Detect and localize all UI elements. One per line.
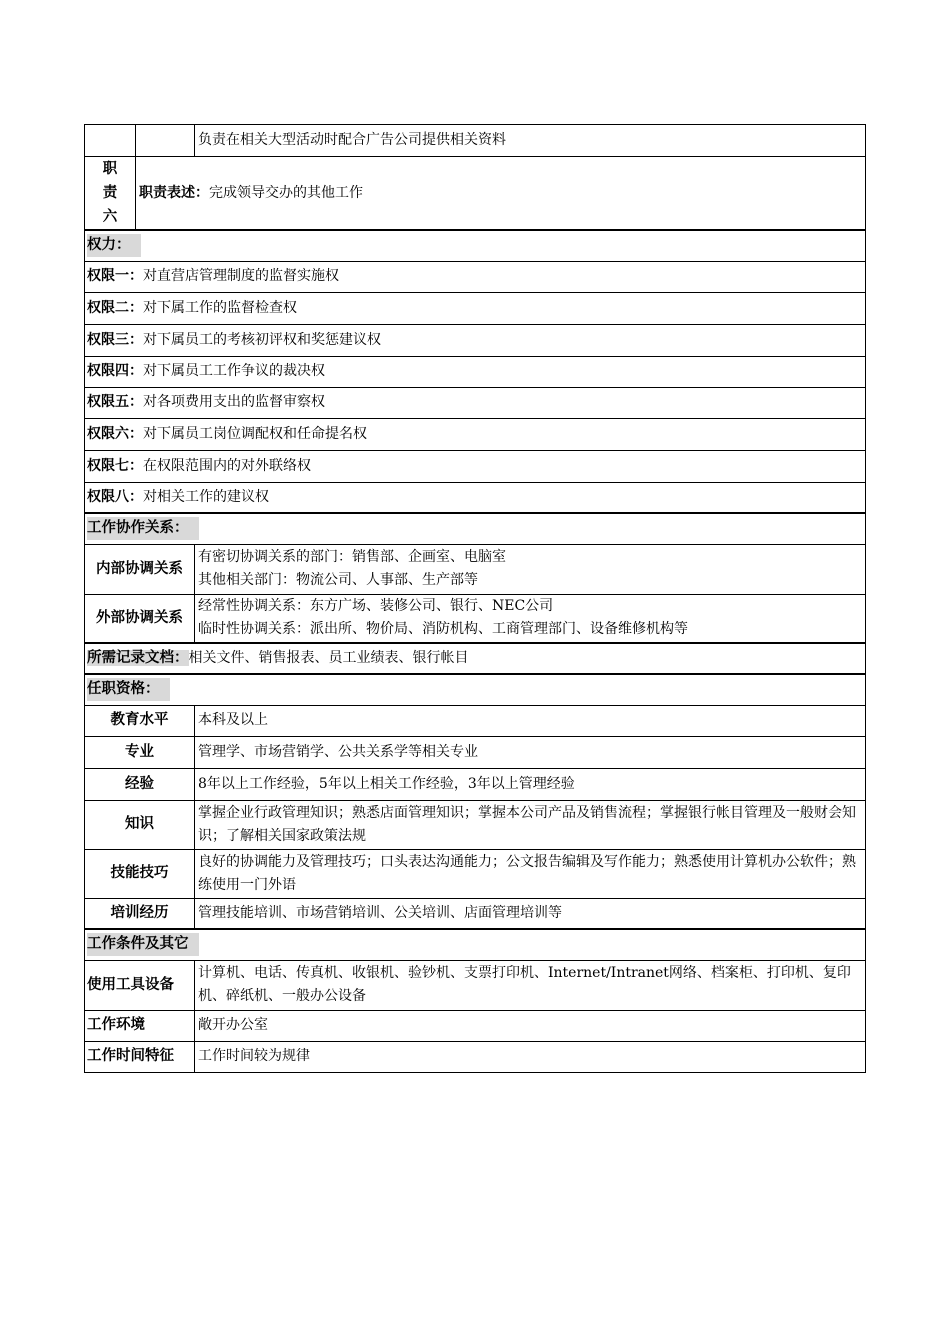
- authority-row: [85, 482, 866, 513]
- authority-row: [85, 356, 866, 387]
- authority-text: 在权限范围内的对外联络权: [143, 457, 311, 474]
- records-label: 所需记录文档：: [87, 650, 189, 666]
- authority-text: 对相关工作的建议权: [143, 488, 269, 505]
- external-coordination-row: [85, 594, 866, 643]
- qualification-row: [85, 849, 866, 898]
- qualification-label: 经验: [85, 768, 195, 800]
- authority-text: 对各项费用支出的监督审察权: [143, 394, 325, 410]
- qualification-label: 教育水平: [85, 705, 195, 736]
- duty5-row: [85, 125, 866, 157]
- records-row: [85, 643, 866, 674]
- authority-label: 权限五：: [87, 394, 143, 410]
- qualification-row: [85, 705, 866, 736]
- authority-header: [85, 230, 866, 261]
- qualifications-header: [85, 674, 866, 705]
- cooperation-header: [85, 513, 866, 544]
- authority-label: 权限二：: [87, 299, 143, 316]
- section-title-cooperation: 工作协作关系：: [87, 517, 199, 540]
- authority-label: 权限一：: [87, 268, 143, 284]
- qualification-row: [85, 768, 866, 800]
- qualification-row: [85, 736, 866, 768]
- authority-label: 权限三：: [87, 331, 143, 348]
- job-description-table: [84, 124, 866, 1073]
- duty6-label-char: 职: [102, 161, 118, 177]
- qualification-label: 技能技巧: [85, 849, 195, 898]
- authority-label: 权限四：: [87, 363, 143, 379]
- records-cell: [85, 643, 866, 674]
- external-coordination-label: 外部协调关系: [85, 594, 195, 643]
- cooperation-header-row: [85, 513, 866, 544]
- records-text: 相关文件、销售报表、员工业绩表、银行帐目: [188, 650, 469, 666]
- section-title-qualifications: 任职资格：: [87, 678, 170, 701]
- qualification-row: [85, 898, 866, 929]
- internal-line: 有密切协调关系的部门：销售部、企画室、电脑室: [198, 549, 506, 565]
- external-line: 临时性协调关系：派出所、物价局、消防机构、工商管理部门、设备维修机构等: [198, 621, 688, 638]
- duty6-label: [85, 157, 136, 231]
- duty6-label-char: 责: [102, 185, 118, 201]
- internal-line: 其他相关部门：物流公司、人事部、生产部等: [198, 572, 478, 588]
- duty5-text: 负责在相关大型活动时配合广告公司提供相关资料: [195, 125, 866, 157]
- condition-row: [85, 1041, 866, 1072]
- authority-label: 权限八：: [87, 488, 143, 505]
- internal-coordination-row: [85, 544, 866, 594]
- qualification-label: 培训经历: [85, 898, 195, 929]
- empty-cell: [85, 125, 136, 157]
- condition-row: [85, 1010, 866, 1041]
- empty-cell: [136, 125, 195, 157]
- condition-text: 工作时间较为规律: [195, 1041, 866, 1072]
- conditions-header: [85, 929, 866, 960]
- qualifications-header-row: [85, 674, 866, 705]
- authority-header-row: [85, 230, 866, 261]
- authority-row: [85, 418, 866, 450]
- authority-row: [85, 261, 866, 292]
- authority-text: 对下属员工的考核初评权和奖惩建议权: [143, 331, 381, 348]
- qualification-text: 管理技能培训、市场营销培训、公关培训、店面管理培训等: [195, 898, 866, 929]
- condition-label: 工作环境: [85, 1010, 195, 1041]
- conditions-header-row: [85, 929, 866, 960]
- qualification-row: [85, 800, 866, 849]
- authority-row: [85, 450, 866, 482]
- qualification-text: 良好的协调能力及管理技巧；口头表达沟通能力；公文报告编辑及写作能力；熟悉使用计算机办公软件；熟练使用一门外语: [195, 849, 866, 898]
- duty6-desc-text: 完成领导交办的其他工作: [209, 184, 363, 201]
- qualification-label: 知识: [85, 800, 195, 849]
- qualification-text: 8年以上工作经验，5年以上相关工作经验，3年以上管理经验: [195, 768, 866, 800]
- authority-label: 权限七：: [87, 457, 143, 474]
- duty6-desc-label: 职责表述：: [139, 184, 209, 201]
- qualification-text: 管理学、市场营销学、公共关系学等相关专业: [195, 736, 866, 768]
- authority-label: 权限六：: [87, 425, 143, 442]
- authority-text: 对直营店管理制度的监督实施权: [143, 268, 339, 284]
- duty6-row: [85, 157, 866, 231]
- condition-label: 使用工具设备: [85, 960, 195, 1010]
- internal-coordination-text: [195, 544, 866, 594]
- section-title-conditions: 工作条件及其它: [87, 933, 199, 956]
- qualification-text: 掌握企业行政管理知识；熟悉店面管理知识；掌握本公司产品及销售流程；掌握银行帐目管理及一般财会知识；了解相关国家政策法规: [195, 800, 866, 849]
- internal-coordination-label: 内部协调关系: [85, 544, 195, 594]
- condition-label: 工作时间特征: [85, 1041, 195, 1072]
- qualification-label: 专业: [85, 736, 195, 768]
- duty6-label-char: 六: [102, 209, 118, 225]
- authority-row: [85, 387, 866, 418]
- authority-row: [85, 324, 866, 356]
- authority-text: 对下属工作的监督检查权: [143, 299, 297, 316]
- external-line: 经常性协调关系：东方广场、装修公司、银行、NEC公司: [198, 598, 554, 615]
- authority-text: 对下属员工工作争议的裁决权: [143, 363, 325, 379]
- condition-row: [85, 960, 866, 1010]
- qualification-text: 本科及以上: [195, 705, 866, 736]
- duty6-desc: [136, 157, 866, 231]
- section-title-authority: 权力：: [87, 234, 141, 257]
- authority-text: 对下属员工岗位调配权和任命提名权: [143, 425, 367, 442]
- external-coordination-text: [195, 594, 866, 643]
- job-description-table-page: [84, 124, 865, 1073]
- authority-row: [85, 292, 866, 324]
- condition-text: 敞开办公室: [195, 1010, 866, 1041]
- condition-text: 计算机、电话、传真机、收银机、验钞机、支票打印机、Internet/Intranet网络、档案柜、打印机、复印机、碎纸机、一般办公设备: [195, 960, 866, 1010]
